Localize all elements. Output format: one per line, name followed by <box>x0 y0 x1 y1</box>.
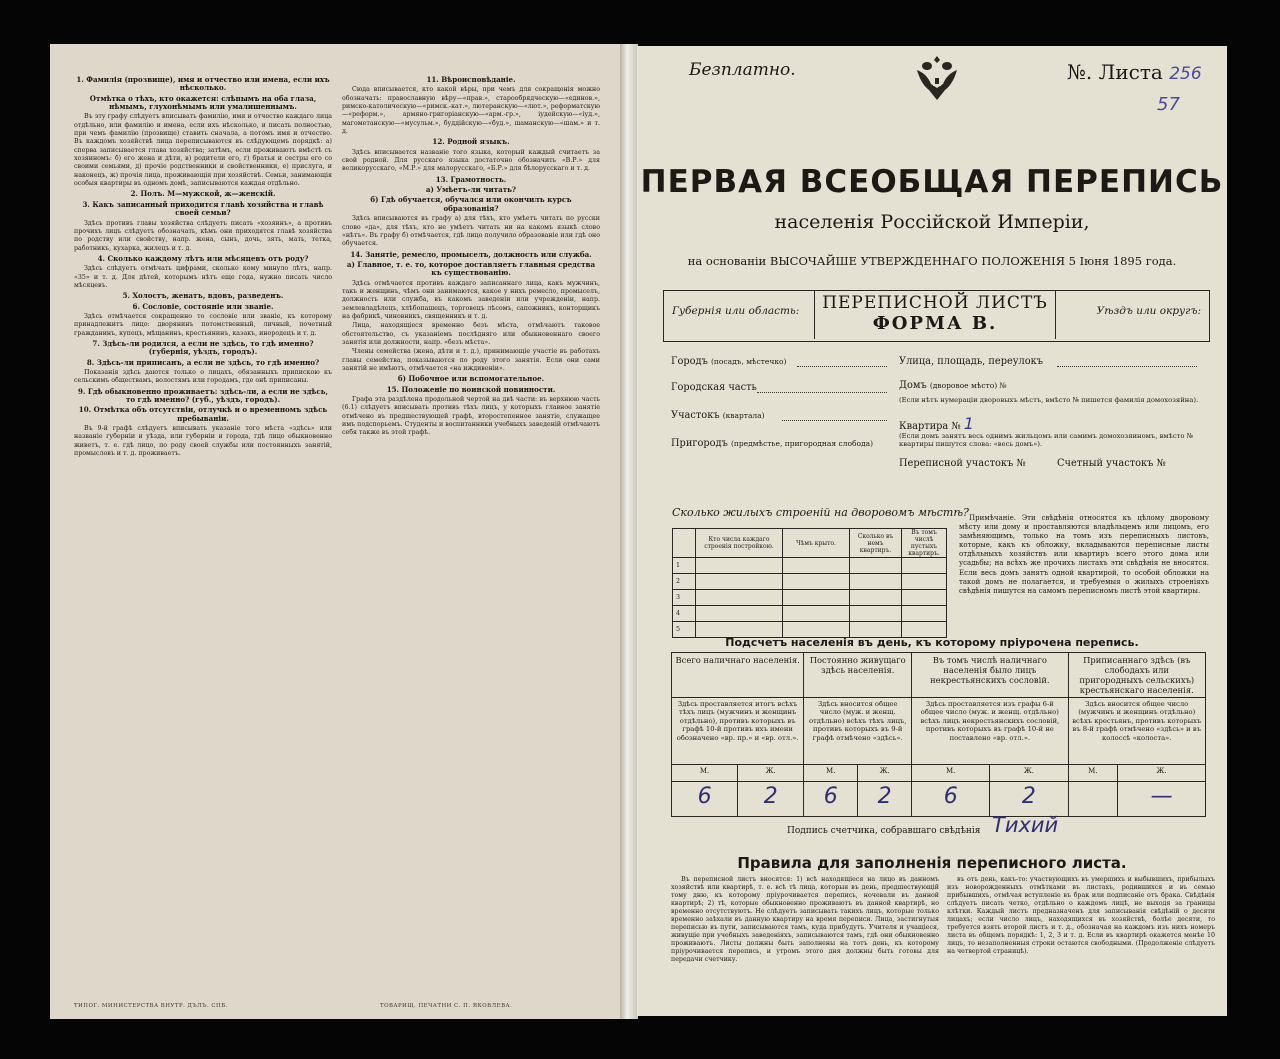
question-14-b: б) Побочное или вспомогательное. <box>397 374 545 384</box>
left-footer-2: ТОВАРИЩ. ПЕЧАТНИ С. П. ЯКОВЛЕВА. <box>380 1003 513 1009</box>
count-value-peasant-f: — <box>1118 782 1206 817</box>
question-4-text: Здѣсь слѣдуетъ отмѣчать цифрами, сколько кому минуло лѣтъ, напр. «35» и т. д. Для дѣтей, которымъ нѣтъ еще года, нужно писать число мѣсяцевъ. <box>74 265 332 289</box>
question-5-title: 5. Холостъ, женатъ, вдовъ, разведенъ. <box>122 291 284 301</box>
table-row: 4 <box>673 606 947 622</box>
question-11-text: Сюда вписывается, кто какой вѣры, при чемъ для сокращенія можно обозначать: православную вѣру—«прав.», старообрядческую—«единов.», римско-католическую—«римск.-кат.», лютеранскую—«лют.», реформатскую—«реформ.», армяно-григоріанскую—«арм.-гр.», іудейскую—«іуд.», магометанскую—«мусульм.», буддійскую—«буд.», шаманскую—«шам.» и т. д. <box>342 86 600 136</box>
table-row: 3 <box>673 590 947 606</box>
census-section-field: Переписной участокъ № <box>899 458 1026 469</box>
form-name: ФОРМА В. <box>872 313 998 334</box>
question-6-title: 6. Сословіе, состояніе или званіе. <box>132 301 274 311</box>
table-row: 1 <box>673 558 947 574</box>
count-value-present-m: 6 <box>672 782 738 817</box>
count-header-peasant: Приписаннаго здѣсь (въ слободахъ или пригородныхъ сельскихъ) крестьянскаго населенія. <box>1068 653 1205 698</box>
apartment-field: Квартира № 1 <box>899 414 974 433</box>
question-13-a: а) Умѣетъ-ли читать? <box>425 185 517 195</box>
question-1-text: Въ эту графу слѣдуетъ вписывать фамилію, имя и отчество каждаго лица отдѣльно, или фамилію и имена, если ихъ нѣсколько, и писать полностью, при чемъ фамилію (прозвище) ставить сначала, а потомъ имя и отчество. Въ каждомъ хозяйствѣ лица переписываются въ слѣдующемъ порядкѣ: а) сперва записывается глава хозяйства; затѣмъ, если проживаютъ вмѣстѣ съ хозяиномъ: б) его жена и дѣти, в) родители его, г) братья и сестры его со своими семьями, д) прочіе родственники и свойственники, е) прислуга, и наконецъ, ж) прочія лица, проживающія при хозяйствѣ. Семьи, занимающія особыя квартиры въ одномъ домѣ, записываются каждая отдѣльно. <box>74 113 332 188</box>
section-field: Участокъ (квартала) <box>671 410 765 421</box>
street-field: Улица, площадь, переулокъ <box>899 356 1044 367</box>
question-3-title: 3. Какъ записанный приходится главѣ хозяйства и главѣ своей семьи? <box>82 199 324 218</box>
question-3-text: Здѣсь противъ главы хозяйства слѣдуетъ писать «хозяинъ», а противъ прочихъ лицъ слѣдуетъ обозначать, кѣмъ они приходятся главѣ хозяйства по родству или свойству, напр. жена, сынъ, дочь, зять, мать, тетка, работникъ, кухарка, жилецъ и т. д. <box>74 219 332 252</box>
count-value-non-peasant-f: 2 <box>990 782 1068 817</box>
gubernia-label: Губернія или область: <box>672 305 800 317</box>
question-14-text-3: Члены семейства (жена, дѣти и т. д.), принимающіе участіе въ работахъ главы семейства, показываются по роду этого занятія. Если они сами занятій не имѣютъ, отмѣчается «на иждивеніи». <box>342 348 600 372</box>
question-13-title: 13. Грамотность. <box>435 174 507 184</box>
population-count-table: Всего наличнаго населенія. Постоянно живущаго здѣсь населенія. Въ томъ числѣ наличнаго населенія было лицъ некрестьянскихъ сословій. Приписаннаго здѣсь (въ слободахъ или пригородныхъ сельскихъ) крестьянскаго населенія. Здѣсь проставляется итогъ всѣхъ тѣхъ лицъ (мужчинъ и женщинъ отдѣльно), противъ которыхъ въ графѣ 10-й противъ ихъ имени обозначено «вр. пр.» и «вр. отл.». Здѣсь вносится общее число (муж. и женщ. отдѣльно) всѣхъ тѣхъ лицъ, противъ которыхъ въ 9-й графѣ отмѣчено «здѣсь». Здѣсь проставляется изъ графы 6-й общее число (муж. и женщ. отдѣльно) всѣхъ лицъ некрестьянскихъ сословій, противъ которыхъ въ графѣ 10-й не поставлено «вр. отл.». Здѣсь вносится общее число (мужчинъ и женщинъ отдѣльно) всѣхъ крестьянъ, противъ которыхъ въ 8-й графѣ отмѣчено «здѣсь» и въ колоссѣ «колоста». М. Ж. М. Ж. М. Ж. М. Ж. 6 2 6 2 6 2 — <box>671 652 1206 817</box>
count-desc-present: Здѣсь проставляется итогъ всѣхъ тѣхъ лицъ (мужчинъ и женщинъ отдѣльно), противъ которыхъ въ графѣ 10-й противъ ихъ имени обозначено «вр. пр.» и «вр. отл.». <box>672 698 804 765</box>
house-explanation: (Если нѣтъ нумераціи дворовыхъ мѣстъ, вмѣсто № пишется фамилія домохозяйна). <box>899 396 1199 404</box>
question-8-text: Показанія здѣсь даются только о лицахъ, обязанныхъ припискою къ сельскимъ обществамъ, волостямъ или городамъ, где онѣ приписаны. <box>74 369 332 385</box>
sheet-number-handwritten-2: 57 <box>1157 94 1180 115</box>
counter-signature-label: Подпись счетчика, собравшаго свѣдѣнія <box>787 826 981 836</box>
question-12-text: Здѣсь вписывается названіе того языка, который каждый считаетъ за свой родной. Для русскаго языка достаточно обозначить «В.Р.» для великорусскаго, «М.Р.» для малорусскаго, «Б.Р.» для бѣлорусскаго и т. д. <box>342 148 600 173</box>
question-13-text: Здѣсь вписываются въ графу а) для тѣхъ, кто умѣетъ читать по русски слово «да», для тѣхъ, кто не умѣетъ читать ни на какомъ языкѣ слово «нѣтъ». Въ графу б) отмѣчается, гдѣ лицо получило образованіе или гдѣ оно обучается. <box>342 215 600 248</box>
sheet-number-handwritten: 256 <box>1169 64 1202 84</box>
double-headed-eagle-icon <box>915 52 959 104</box>
dwell-header-empty: Въ томъ числѣ пустыхъ квартиръ. <box>902 529 947 558</box>
dwellings-title: Сколько жилыхъ строеній на дворовомъ мѣстѣ? <box>672 506 969 519</box>
free-label: Безплатно. <box>689 60 796 80</box>
count-desc-permanent: Здѣсь вносится общее число (муж. и женщ. отдѣльно) всѣхъ тѣхъ лицъ, противъ которыхъ въ 9-й графѣ отмѣчено «здѣсь». <box>804 698 912 765</box>
count-value-non-peasant-m: 6 <box>912 782 990 817</box>
question-2-title: 2. Полъ. М—мужской, ж—женскій. <box>130 189 276 199</box>
census-title: ПЕРВАЯ ВСЕОБЩАЯ ПЕРЕПИСЬ <box>640 164 1224 200</box>
count-header-present: Всего наличнаго населенія. <box>672 653 804 698</box>
rules-title: Правила для заполненія переписного листа. <box>737 854 1127 872</box>
table-row: 5 <box>673 622 947 638</box>
left-footer-1: ТИПОГ. МИНИСТЕРСТВА ВНУТР. ДЪЛЪ. СПБ. <box>74 1003 228 1009</box>
question-15-text: Графа эта раздѣлена продольной чертой на двѣ части: въ верхнюю часть (6.1) слѣдуетъ вписывать противъ тѣхъ лицъ, у которыхъ главное занятіе отмѣчено въ предшествующей графѣ, второстепенное занятіе, служащее имъ подспорьемъ. Студенты и воспитанники учебныхъ заведеній отмѣчаютъ себя также въ этой графѣ. <box>342 396 600 437</box>
question-11-title: 11. Вѣроисповѣданіе. <box>426 75 516 84</box>
apartment-explanation: (Если домъ занятъ весь однимъ жильцомъ или самимъ домохозяиномъ, вмѣсто № квартиры пишутся слова: «весь домъ»). <box>899 432 1194 448</box>
dwellings-note: Примѣчаніе. Эти свѣдѣнія относятся къ цѣлому дворовому мѣсту или дому и проставляются владѣльцемъ или лицомъ, его замѣняющимъ, только на томъ изъ переписныхъ листовъ, которые, какъ къ обложку, вкладываются переписные листы отдѣльныхъ хозяйствъ или квартиръ всего этого дома или усадьбы; на всѣхъ же прочихъ листахъ эти свѣдѣнія не вносятся. Если весь домъ занятъ одной квартирой, то особой обложки на такой домъ не полагается, и требуемыя о жилыхъ строеніяхъ свѣдѣнія пишутся на самомъ переписномъ листѣ этой квартиры. <box>959 514 1209 595</box>
city-part-field: Городская часть <box>671 382 757 393</box>
count-value-permanent-f: 2 <box>858 782 912 817</box>
count-value-present-f: 2 <box>738 782 804 817</box>
table-row: 2 <box>673 574 947 590</box>
count-header-permanent: Постоянно живущаго здѣсь населенія. <box>804 653 912 698</box>
dwell-header-roof: Чѣмъ крыто. <box>783 529 850 558</box>
left-column-1 <box>74 74 332 459</box>
rules-column-1: Въ переписной листъ вносятся: 1) всѣ находящіеся на лицо въ данномъ хозяйствѣ или квартирѣ, т. е. всѣ тѣ лица, которыя въ день, предшествующій тому дню, къ которому пріурочивается перепись, ночевали въ данной квартирѣ; 2) тѣ, которые обыкновенно проживаютъ въ данной квартирѣ, но временно отсутствуютъ. Не слѣдуетъ записывать такихъ лицъ, которые только временно заѣхали въ данную квартиру на время переписи. Лица, застигнутыя переписью въ пути, записываются тамъ, куда прибудутъ. Учителя и учащіеся, живущіе при учебныхъ заведеніяхъ, записываются тамъ, гдѣ они обыкновенно проживаютъ. Листы должны быть заполнены на тотъ день, къ которому пріурочивается перепись, и утромъ этого дня должны быть готовы для передачи счетчику. <box>671 876 939 964</box>
question-14-text: Здѣсь отмѣчается противъ каждаго записаннаго лица, какъ мужчинъ, такъ и женщинъ, чѣмъ они занимаются, какое у нихъ ремесло, промыселъ, должность или служба, въ какомъ заведеніи или учрежденіи, напр. землевладѣлецъ, хлѣбопашецъ, торговецъ лѣсомъ, сапожникъ, конторщикъ на фабрикѣ, чиновникъ, священникъ и т. д. <box>342 279 600 320</box>
sheet-name-block <box>814 291 1056 339</box>
sheet-number-label: №. Листа <box>1067 60 1163 84</box>
question-14-a: а) Главное, т. е. то, которое доставляетъ главныя средства къ существованію. <box>346 259 596 278</box>
question-7-title: 7. Здѣсь-ли родился, а если не здѣсь, то гдѣ именно? (губернія, уѣздъ, городъ). <box>92 338 314 357</box>
count-desc-peasant: Здѣсь вносится общее число (мужчинъ и женщинъ отдѣльно) всѣхъ крестьянъ, противъ которыхъ въ 8-й графѣ отмѣчено «здѣсь» и въ колоссѣ «колоста». <box>1068 698 1205 765</box>
suburb-field: Пригородъ (предмѣстье, пригородная слобода) <box>671 438 874 449</box>
question-6-text: Здѣсь отмѣчается сокращенно то сословіе или званіе, къ которому принадлежитъ лицо: дворянинъ потомственный, личный, почетный гражданинъ, купецъ, мѣщанинъ, крестьянинъ, казакъ, инородецъ и т. д. <box>74 312 332 337</box>
count-value-peasant-m <box>1068 782 1118 817</box>
house-field: Домъ (дворовое мѣсто) № <box>899 380 1007 391</box>
left-page <box>50 44 624 1019</box>
question-13-b: б) Гдѣ обучается, обучался или окончилъ курсъ образованія? <box>370 195 572 213</box>
count-header-non-peasant: Въ томъ числѣ наличнаго населенія было лицъ некрестьянскихъ сословій. <box>912 653 1068 698</box>
city-field: Городъ (посадъ, мѣстечко) <box>671 356 787 367</box>
question-14-text-2: Лица, находящіеся временно безъ мѣста, отмѣчаютъ таковое обстоятельство, съ указаніемъ послѣдняго или обыкновеннаго своего занятія или должности, напр. «безъ мѣста». <box>342 322 600 346</box>
sheet-header-box <box>663 290 1210 342</box>
left-column-2 <box>342 74 600 439</box>
count-desc-non-peasant: Здѣсь проставляется изъ графы 6-й общее число (муж. и женщ. отдѣльно) всѣхъ лицъ некрестьянскихъ сословій, противъ которыхъ въ графѣ 10-й не поставлено «вр. отл.». <box>912 698 1068 765</box>
right-page <box>637 46 1227 1016</box>
uezd-label: Уѣздъ или округъ: <box>1096 305 1201 317</box>
dwell-header-built: Кто числа каждаго строенія постройкою. <box>696 529 783 558</box>
question-15-title: 15. Положеніе по воинской повинности. <box>386 384 556 394</box>
question-10-title: 10. Отмѣтка объ отсутствіи, отлучкѣ и о временномъ здѣсь пребываніи. <box>78 405 328 423</box>
question-8-title: 8. Здѣсь-ли приписанъ, а если не здѣсь, то гдѣ именно? <box>86 357 320 367</box>
question-1-title: 1. Фамилія (прозвище), имя и отчество или имена, если ихъ нѣсколько. <box>76 75 330 93</box>
counter-section-field: Счетный участокъ № <box>1057 458 1166 469</box>
population-count-title: Подсчетъ населенія въ день, къ которому пріурочена перепись. <box>725 636 1139 649</box>
question-9-title: 9. Гдѣ обыкновенно проживаетъ: здѣсь-ли, а если не здѣсь, то гдѣ именно? (губ., уѣздъ, городъ). <box>77 386 329 405</box>
rules-column-2: въ отъ день, какъ-то: участвующихъ въ умершихъ и выбывшихъ, прибылыхъ изъ новорожденныхъ отмѣтками въ листахъ, родившихся и въ семью прибывшихъ, отмѣчая вступленіе въ брак или подписаніе отъ брака. Свѣдѣнія слѣдуетъ писать четко, отдѣльно о каждомъ лицѣ, не выходя за границы клѣтки. Каждый листъ предназначенъ для записыванія свѣдѣній о десяти лицахъ; если число лицъ, находящихся въ хозяйствѣ, болѣе десяти, то требуется взять второй листъ и т. д., обозначая на каждомъ изъ нихъ номеръ листа въ общемъ порядкѣ: 1, 2, 3 и т. д. Если въ квартирѣ окажется менѣе 10 лицъ, то незаполненныя строки остаются свободными. (Продолженіе слѣдуетъ на четвертой страницѣ). <box>947 876 1215 956</box>
counter-signature: Тихий <box>992 813 1059 837</box>
dwellings-table <box>672 528 947 638</box>
count-value-permanent-m: 6 <box>804 782 858 817</box>
question-1-note: Отмѣтка о тѣхъ, кто окажется: слѣпымъ на оба глаза, нѣмымъ, глухонѣмымъ или умалишеннымъ. <box>89 93 317 112</box>
book-gutter <box>620 44 638 1019</box>
census-subtitle: населенія Россійской Имперіи, <box>774 211 1090 233</box>
sheet-name: ПЕРЕПИСНОЙ ЛИСТЪ <box>822 293 1048 313</box>
question-10-text: Въ 9-й графѣ слѣдуетъ вписывать указаніе того мѣста «здѣсь» или названіе губерніи и уѣзда, или губерніи и города, гдѣ лицо обыкновенно живетъ, т. е. гдѣ лицо, по роду своей службы или постоянныхъ занятій, промысловъ и т. д. проживаетъ. <box>74 425 332 458</box>
apartment-number-handwritten: 1 <box>963 414 974 433</box>
dwell-header-apartments: Сколько въ немъ квартиръ. <box>850 529 902 558</box>
question-14-title: 14. Занятіе, ремесло, промыселъ, должность или служба. <box>350 249 592 259</box>
sheet-number <box>1067 60 1202 84</box>
legal-basis: на основаніи ВЫСОЧАЙШЕ УТВЕРЖДЕННАГО ПОЛОЖЕНІЯ 5 Іюня 1895 года. <box>687 254 1177 268</box>
question-12-title: 12. Родной языкъ. <box>432 137 510 147</box>
question-4-title: 4. Сколько каждому лѣтъ или мѣсяцевъ отъ роду? <box>97 253 309 263</box>
